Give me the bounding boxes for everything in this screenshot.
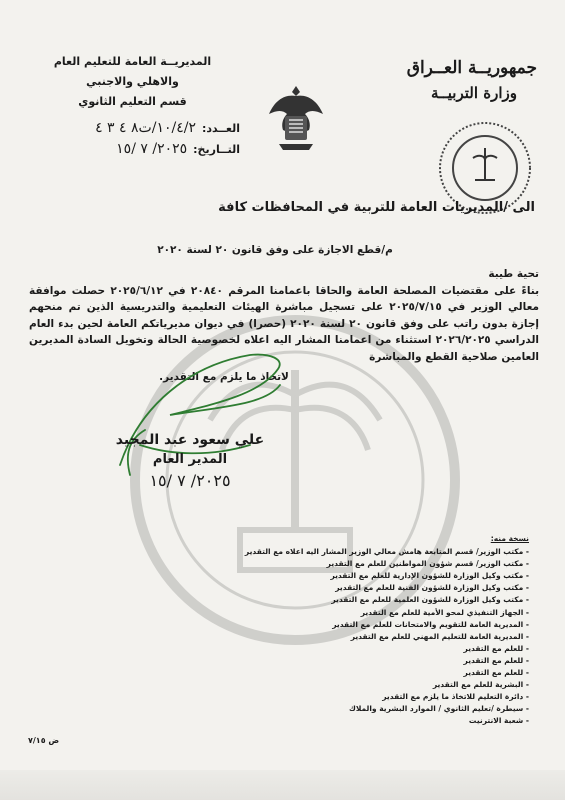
closing-line: لاتخاذ ما يلزم مع التقدير. [159, 370, 289, 383]
copy-item: - مكتب وكيل الوزارة للشؤون الفنية للعلم مع التقدير [89, 582, 529, 594]
copy-item: - للعلم مع التقدير [89, 643, 529, 655]
reference-number-row [50, 118, 240, 139]
greeting: تحية طيبة [488, 268, 539, 280]
copy-item: - مكتب الوزير/ قسم المتابعة هامش معالي الوزير المشار اليه اعلاه مع التقدير [89, 546, 529, 558]
date-value: ٢٠٢٥/ ٧ /١٥ [116, 141, 188, 157]
subject-line: م/قطع الاجازة على وفق قانون ٢٠ لسنة ٢٠٢٠ [157, 244, 393, 256]
directorate-line-1: المديريــة العامة للتعليم العام [53, 55, 212, 68]
ministry-name: وزارة التربيــة [430, 84, 517, 102]
copies-heading: نسخة منه: [490, 534, 529, 543]
copy-item: - مكتب وكيل الوزارة للشؤون العلمية للعلم مع التقدير [89, 594, 529, 606]
footer-code: ض ٧/١٥ [28, 736, 60, 745]
copy-item: - الجهاز التنفيذي لمحو الأمية للعلم مع التقدير [89, 607, 529, 619]
body-paragraph: بناءً على مقتضيات المصلحة العامة والحاقا باعمامنا المرقم ٢٠٨٤٠ في ٢٠٢٥/٦/١٢ حصلت موافقة معالي الوزير في ٢٠٢٥/٧/١٥ على تسجيل مباشرة الهيئات التعليمية والتدريسية الذين تم منحهم إجازة بدون راتب على وفق قانون ٢٠ لسنة ٢٠٢٠ (حصرا) في ديوان مديرياتكم العامة لحين بدء العام الدراسي ٢٠٢٦/٢٠٢٥ استثناء من اعمامنا المشار اليه اعلاه لخصوصية الحالة وتخويل السادة المديرين العامين صلاحية القطع والمباشرة [29, 284, 540, 363]
eagle-emblem-icon [265, 80, 327, 160]
signature-date: ٢٠٢٥/ ٧ /١٥ [149, 471, 231, 490]
directorate-line-2: والاهلي والاجنبي [86, 75, 179, 88]
copy-item: - للعلم مع التقدير [89, 655, 529, 667]
copy-item: - مكتب الوزير/ قسم شؤون المواطنين للعلم مع التقدير [89, 558, 529, 570]
signer-title: المدير العام [152, 452, 228, 467]
copy-item: - للعلم مع التقدير [89, 667, 529, 679]
directorate-line-3: قسم التعليم الثانوي [78, 95, 187, 108]
copy-item: - البشرية للعلم مع التقدير [89, 679, 529, 691]
bottom-scan-edge [0, 770, 565, 800]
signer-name: علي سعود عبد المجيد [115, 432, 265, 448]
addressee: الى /المديريات العامة للتربية في المحافظات كافة [218, 200, 535, 215]
copy-item: - سيطرة /تعليم الثانوي / الموارد البشرية والملاك [89, 703, 529, 715]
country-name: جمهوريــة العــراق [406, 58, 537, 78]
number-label: العــدد: [201, 122, 240, 135]
header-right [367, 58, 537, 102]
copies-list [89, 533, 529, 728]
reference-date-row [50, 139, 240, 160]
signature-block [90, 432, 290, 490]
number-value: ١٠/٤/٢/ت٨ ٤ ٣ ٤ [95, 120, 196, 136]
copy-item: - دائرة التعليم للاتخاذ ما يلزم مع التقدير [89, 691, 529, 703]
reference-block [50, 118, 240, 160]
date-label: التــاريخ: [193, 143, 240, 156]
copy-item: - المديرية العامة للتقويم والامتحانات للعلم مع التقدير [89, 619, 529, 631]
copy-item: - المديرية العامة للتعليم المهني للعلم مع التقدير [89, 631, 529, 643]
header-left [45, 52, 220, 112]
copy-item: - مكتب وكيل الوزارة للشؤون الإدارية للعلم مع التقدير [89, 570, 529, 582]
copy-item: - شعبة الانترنيت [89, 715, 529, 727]
